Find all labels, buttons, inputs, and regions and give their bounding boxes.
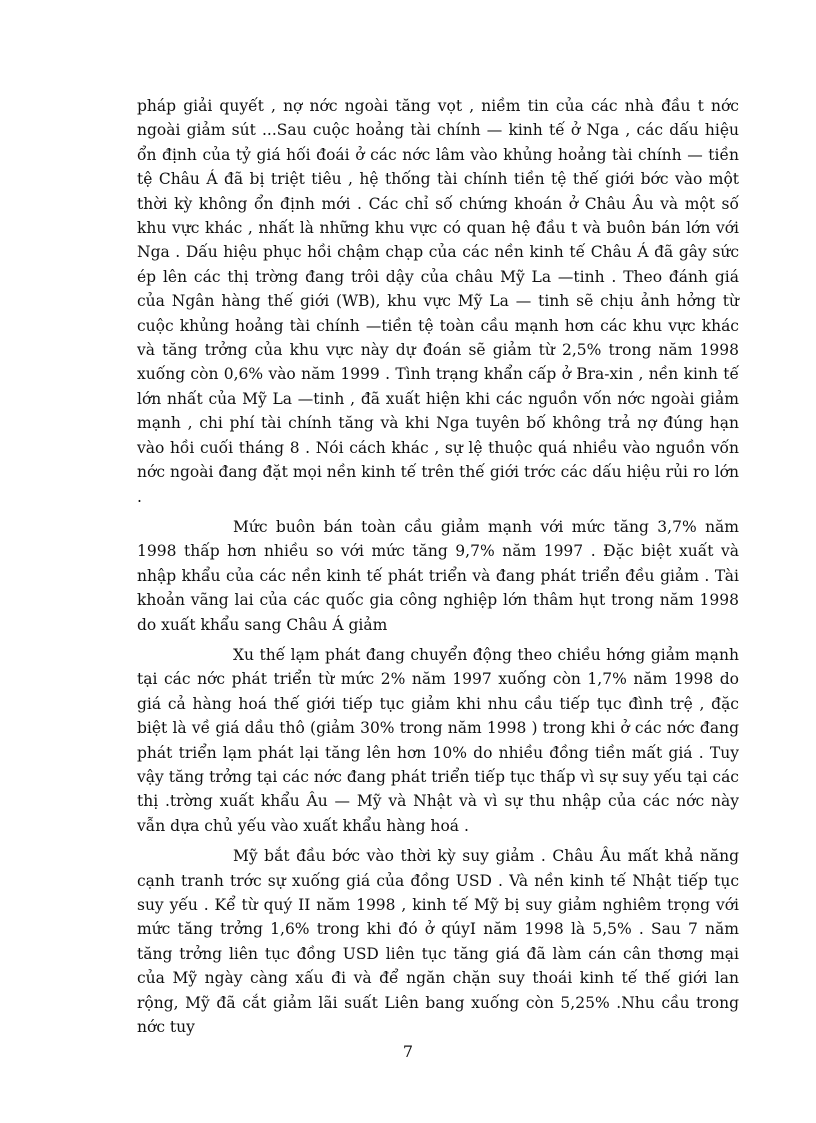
page-number: 7	[402, 1042, 414, 1061]
paragraph-2: Mức buôn bán toàn cầu giảm mạnh với mức tăng 3,7% năm 1998 thấp hơn nhiều so với mức tăng 9,7% năm 1997 . Đặc biệt xuất và nhập khẩu của các nền kinh tế phát triển và đang phát triển đều giảm . Tài khoản vãng lai của các quốc gia công nghiệp lớn thâm hụt trong năm 1998 do xuất khẩu sang Châu Á giảm	[137, 517, 739, 634]
paragraph-4: Mỹ bắt đầu bớc vào thời kỳ suy giảm . Châu Âu mất khả năng cạnh tranh trớc sự xuống giá của đồng USD . Và nền kinh tế Nhật tiếp tục suy yếu . Kể từ quý II năm 1998 , kinh tế Mỹ bị suy giảm nghiêm trọng với mức tăng trởng 1,6% trong khi đó ở qúyI năm 1998 là 5,5% . Sau 7 năm tăng trởng liên tục đồng USD liên tục tăng giá đã làm cán cân thơng mại của Mỹ ngày càng xấu đi và để ngăn chặn suy thoái kinh tế thế giới lan rộng, Mỹ đã cắt giảm lãi suất Liên bang xuống còn 5,25% .Nhu cầu trong nớc tuy	[137, 847, 739, 1037]
paragraph-3: Xu thế lạm phát đang chuyển động theo chiều hớng giảm mạnh tại các nớc phát triển từ mức 2% năm 1997 xuống còn 1,7% năm 1998 do giá cả hàng hoá thế giới tiếp tục giảm khi nhu cầu tiếp tục đình trệ , đặc biệt là về giá dầu thô (giảm 30% trong năm 1998 ) trong khi ở các nớc đang phát triển lạm phát lại tăng lên hơn 10% do nhiều đồng tiền mất giá . Tuy vậy tăng trởng tại các nớc đang phát triển tiếp tục thấp vì sự suy yếu tại các thị .trờng xuất khẩu Âu — Mỹ và Nhật và vì sự thu nhập của các nớc này vẫn dựa chủ yếu vào xuất khẩu hàng hoá .	[137, 645, 739, 835]
paragraph-1: pháp giải quyết , nợ nớc ngoài tăng vọt , niềm tin của các nhà đầu t nớc ngoài giảm sút ...Sau cuộc hoảng tài chính — kinh tế ở Nga , các dấu hiệu ổn định của tỷ giá hối đoái ở các nớc lâm vào khủng hoảng tài chính — tiền tệ Châu Á đã bị triệt tiêu , hệ thống tài chính tiền tệ thế giới bớc vào một thời kỳ không ổn định mới . Các chỉ số chứng khoán ở Châu Âu và một số khu vực khác , nhất là những khu vực có quan hệ đầu t và buôn bán lớn với Nga . Dấu hiệu phục hồi chậm chạp của các nền kinh tế Châu Á đã gây sức ép lên các thị trờng đang trôi dậy của châu Mỹ La —tinh . Theo đánh giá của Ngân hàng thế giới (WB), khu vực Mỹ La — tinh sẽ chịu ảnh hởng từ cuộc khủng hoảng tài chính —tiền tệ toàn cầu mạnh hơn các khu vực khác và tăng trởng của khu vực này dự đoán sẽ giảm từ 2,5% trong năm 1998 xuống còn 0,6% vào năm 1999 . Tình trạng khẩn cấp ở Bra-xin , nền kinh tế lớn nhất của Mỹ La —tinh , đã xuất hiện khi các nguồn vốn nớc ngoài giảm mạnh , chi phí tài chính tăng và khi Nga tuyên bố không trả nợ đúng hạn vào hồi cuối tháng 8 . Nói cách khác , sự lệ thuộc quá nhiều vào nguồn vốn nớc ngoài đang đặt mọi nền kinh tế trên thế giới trớc các dấu hiệu rủi ro lớn .	[137, 97, 739, 506]
body-text	[137, 94, 739, 1039]
